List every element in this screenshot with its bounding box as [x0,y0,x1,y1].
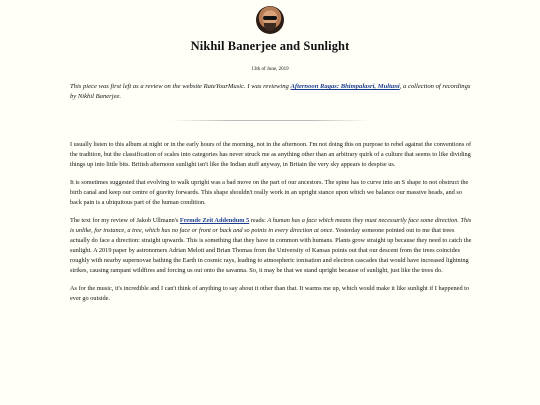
paragraph-1: I usually listen to this album at night or in the early hours of the morning, not in the afternoon. I'm not doing this on purpose to rebel against the conventions of the tradition, but the classification of scales into categories has never struck me as anything other than an arbitrary quirk of a culture that seems to like dividing things up into little bits. British afternoon sunlight isn't like the Indian stuff anyway, in Britain the very sky appears to despise us. [70,141,472,168]
paragraph-3-before-link: The text for my review of Jakob Ullmann's [70,217,180,224]
quoted-review: A human has a face which means they must necessarily face some direction. This is unlike, for instance, a tree, which has no face or front or back and so points in every direction at once. [70,217,472,234]
paragraph-4: As for the music, it's incredible and I can't think of anything to say about it other than that. It warms me up, which would make it like sunlight if I happened to ever go outside. [70,285,470,302]
publish-date: 13th of June, 2019 [251,67,289,72]
page-title: Nikhil Banerjee and Sunlight [190,39,350,53]
paragraph-3-after-link: reads: [249,217,268,224]
section-divider [170,120,370,121]
paragraph-2: It is sometimes suggested that evolving to walk upright was a bad move on the part of our ancestors. The spine has to curve into an S shape to not obstruct the birth canal and keep our centre of gravity forwards. This shape shouldn't really work in an upright stance upon which we balance our massive heads, and so back pain is a ubiquitous part of the human condition. [70,179,469,206]
intro-text-after: , a collection of recordings by Nikhil Banerjee. [70,83,471,100]
intro-text-before: This piece was first left as a review on the website RateYourMusic. I was reviewing [70,83,291,90]
intro-note [70,82,472,102]
review-link[interactable]: Fremde Zeit Addendum 5 [179,217,250,224]
paragraph-3-rest: Yesterday someone pointed out to me that trees actually do face a direction: straight upwards. This is something that they have in common with humans. Plants grow straight up because they need to catch the sunlight. A 2019 paper by astronomers Adrian Melott and Brian Thomas from the University of Kansas points out that our descent from the trees coincides roughly with nearby supernovae bathing the Earth in cosmic rays, leading to atmospheric ionisation and electron cascades that would have increased lightning strikes, causing rampant wildfires and forcing us out onto the savanna. So, it may be that we stand upright because of sunlight, just like the trees do. [70,227,472,274]
sunglasses-icon [263,16,277,20]
beard-shape [264,23,276,31]
album-link[interactable]: Afternoon Ragas: Bhimpalasri, Multani [290,83,400,90]
author-avatar[interactable] [256,6,284,34]
article-body [70,140,472,312]
paragraph-3 [70,216,472,276]
